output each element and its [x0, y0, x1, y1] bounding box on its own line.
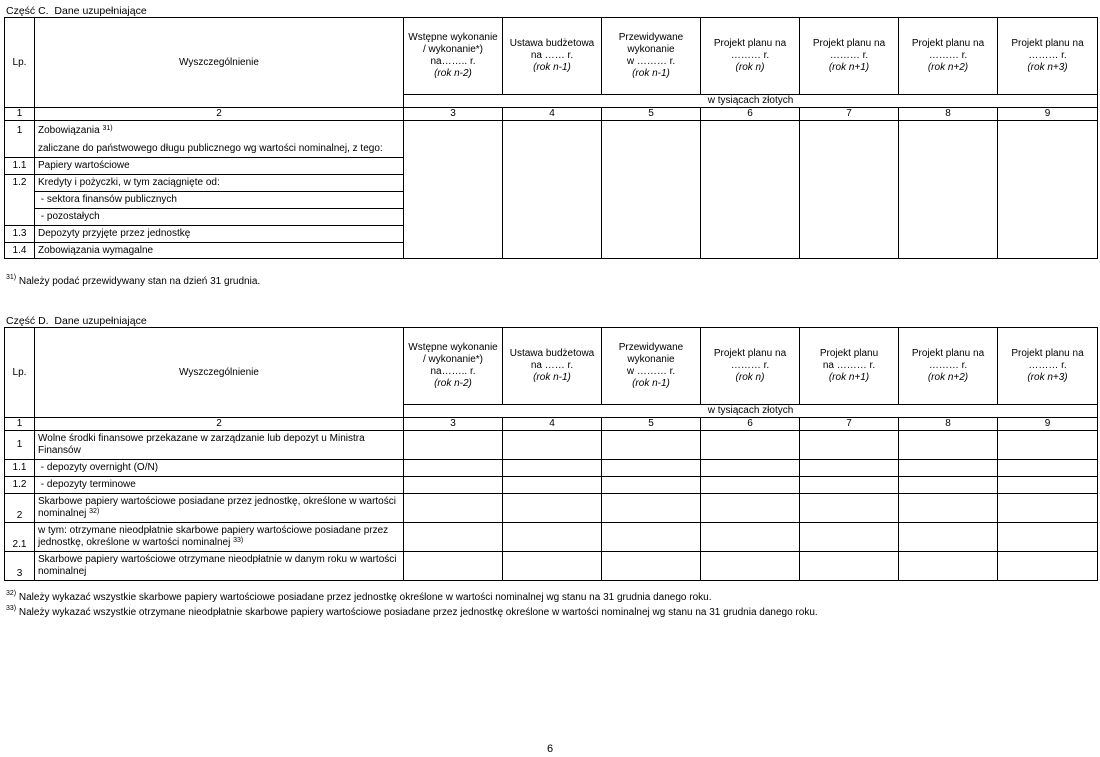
lp-header: Lp.: [5, 18, 35, 108]
row-description: - depozyty overnight (O/N): [35, 460, 404, 477]
value-cell[interactable]: [998, 121, 1098, 259]
row-description: w tym: otrzymane nieodpłatnie skarbowe papiery wartościowe posiadane przez jednostkę, określone w wartości nominalnej $^{33)}$: [35, 523, 404, 552]
value-cell[interactable]: [503, 121, 602, 259]
col-header-5: Przewidywane wykonanie w ……… r. (rok n-1): [602, 328, 701, 405]
header-row: [5, 18, 1098, 95]
column-number: 6: [701, 418, 800, 431]
col-header-4: Ustawa budżetowa na …… r. (rok n-1): [503, 328, 602, 405]
footnote-33: $^{33)}$ Należy wykazać wszystkie otrzymane nieodpłatnie skarbowe papiery wartościowe posiadane przez jednostkę określone w wartości nominalnej wg stanu na 31 grudnia danego roku.: [6, 605, 818, 618]
column-number: 4: [503, 108, 602, 121]
value-cell[interactable]: [701, 523, 800, 552]
row-lp: 2.1: [5, 523, 35, 552]
row-description: - depozyty terminowe: [35, 477, 404, 494]
row-lp: 1.2: [5, 477, 35, 494]
row-description: - pozostałych: [35, 209, 404, 226]
column-number-row: [5, 418, 1098, 431]
header-row: [5, 328, 1098, 405]
row-description: Zobowiązania wymagalne: [35, 243, 404, 259]
footnote-31: $^{31)}$ Należy podać przewidywany stan na dzień 31 grudnia.: [6, 274, 261, 287]
table-row: [5, 523, 1098, 552]
col-header-4: Ustawa budżetowa na …… r. (rok n-1): [503, 18, 602, 95]
value-cell[interactable]: [800, 552, 899, 581]
section-c-title: Część C. Dane uzupełniające: [6, 5, 147, 17]
column-number: 2: [35, 108, 404, 121]
column-number: 7: [800, 418, 899, 431]
value-cell[interactable]: [602, 552, 701, 581]
description-header: Wyszczególnienie: [35, 328, 404, 418]
value-cell[interactable]: [701, 477, 800, 494]
value-cell[interactable]: [404, 552, 503, 581]
row-lp: 1: [5, 121, 35, 141]
row-description: Kredyty i pożyczki, w tym zaciągnięte od:: [35, 175, 404, 192]
value-cell[interactable]: [899, 477, 998, 494]
value-cell[interactable]: [503, 477, 602, 494]
value-cell[interactable]: [998, 477, 1098, 494]
unit-label: w tysiącach złotych: [404, 95, 1098, 108]
value-cell[interactable]: [701, 431, 800, 460]
table-row: [5, 121, 1098, 141]
col-header-3: Wstępne wykonanie / wykonanie*) na…….. r. (rok n-2): [404, 328, 503, 405]
row-lp: 3: [5, 552, 35, 581]
unit-label: w tysiącach złotych: [404, 405, 1098, 418]
col-header-9: Projekt planu na ……… r. (rok n+3): [998, 18, 1098, 95]
value-cell[interactable]: [404, 523, 503, 552]
column-number: 8: [899, 418, 998, 431]
value-cell[interactable]: [899, 460, 998, 477]
column-number: 1: [5, 418, 35, 431]
value-cell[interactable]: [503, 431, 602, 460]
column-number: 9: [998, 418, 1098, 431]
section-d-title: Część D. Dane uzupełniające: [6, 315, 147, 327]
col-header-9: Projekt planu na ……… r. (rok n+3): [998, 328, 1098, 405]
col-header-8: Projekt planu na ……… r. (rok n+2): [899, 328, 998, 405]
value-cell[interactable]: [602, 460, 701, 477]
column-number: 5: [602, 418, 701, 431]
value-cell[interactable]: [602, 523, 701, 552]
value-cell[interactable]: [998, 552, 1098, 581]
value-cell[interactable]: [602, 431, 701, 460]
value-cell[interactable]: [899, 552, 998, 581]
table-row: [5, 477, 1098, 494]
row-lp: 1.3: [5, 226, 35, 243]
value-cell[interactable]: [503, 460, 602, 477]
column-number: 7: [800, 108, 899, 121]
table-row: [5, 552, 1098, 581]
value-cell[interactable]: [404, 477, 503, 494]
column-number: 9: [998, 108, 1098, 121]
footnote-32: $^{32)}$ Należy wykazać wszystkie skarbowe papiery wartościowe posiadane przez jednostkę określone w wartości nominalnej wg stanu na 31 grudnia danego roku.: [6, 590, 712, 603]
value-cell[interactable]: [701, 494, 800, 523]
value-cell[interactable]: [404, 431, 503, 460]
value-cell[interactable]: [899, 121, 998, 259]
row-lp: 1.1: [5, 158, 35, 175]
value-cell[interactable]: [602, 494, 701, 523]
column-number: 5: [602, 108, 701, 121]
section-c-table: [4, 17, 1098, 259]
value-cell[interactable]: [800, 431, 899, 460]
col-header-6: Projekt planu na ……… r. (rok n): [701, 328, 800, 405]
value-cell[interactable]: [503, 552, 602, 581]
table-row: [5, 460, 1098, 477]
row-lp: [5, 141, 35, 158]
page-number: 6: [546, 743, 554, 755]
column-number: 6: [701, 108, 800, 121]
value-cell[interactable]: [998, 523, 1098, 552]
value-cell[interactable]: [800, 460, 899, 477]
value-cell[interactable]: [998, 431, 1098, 460]
column-number: 3: [404, 418, 503, 431]
value-cell[interactable]: [800, 523, 899, 552]
value-cell[interactable]: [701, 552, 800, 581]
value-cell[interactable]: [503, 523, 602, 552]
col-header-6: Projekt planu na ……… r. (rok n): [701, 18, 800, 95]
row-lp: 1.2: [5, 175, 35, 192]
row-lp: 1: [5, 431, 35, 460]
col-header-5: Przewidywane wykonanie w ……… r. (rok n-1): [602, 18, 701, 95]
column-number: 2: [35, 418, 404, 431]
value-cell[interactable]: [404, 121, 503, 259]
row-description: Skarbowe papiery wartościowe posiadane przez jednostkę, określone w wartości nominalnej $^{32)}$: [35, 494, 404, 523]
value-cell[interactable]: [503, 494, 602, 523]
lp-header: Lp.: [5, 328, 35, 418]
table-row: [5, 431, 1098, 460]
row-description: Skarbowe papiery wartościowe otrzymane nieodpłatnie w danym roku w wartości nominalnej: [35, 552, 404, 581]
value-cell[interactable]: [899, 494, 998, 523]
value-cell[interactable]: [404, 494, 503, 523]
col-header-3: Wstępne wykonanie / wykonanie*) na…….. r. (rok n-2): [404, 18, 503, 95]
row-description: - sektora finansów publicznych: [35, 192, 404, 209]
value-cell[interactable]: [899, 523, 998, 552]
value-cell[interactable]: [701, 460, 800, 477]
column-number: 1: [5, 108, 35, 121]
col-header-8: Projekt planu na ……… r. (rok n+2): [899, 18, 998, 95]
value-cell[interactable]: [998, 494, 1098, 523]
description-header: Wyszczególnienie: [35, 18, 404, 108]
row-lp: 1.4: [5, 243, 35, 259]
row-description: zaliczane do państwowego długu publicznego wg wartości nominalnej, z tego:: [35, 141, 404, 158]
column-number: 3: [404, 108, 503, 121]
column-number-row: [5, 108, 1098, 121]
table-row: [5, 494, 1098, 523]
row-description: Depozyty przyjęte przez jednostkę: [35, 226, 404, 243]
row-lp: 2: [5, 494, 35, 523]
row-description: Zobowiązania $^{31)}$: [35, 121, 404, 141]
column-number: 8: [899, 108, 998, 121]
section-d-table: [4, 327, 1098, 581]
value-cell[interactable]: [602, 477, 701, 494]
value-cell[interactable]: [404, 460, 503, 477]
row-lp: [5, 192, 35, 209]
row-description: Papiery wartościowe: [35, 158, 404, 175]
column-number: 4: [503, 418, 602, 431]
value-cell[interactable]: [800, 121, 899, 259]
value-cell[interactable]: [800, 477, 899, 494]
value-cell[interactable]: [800, 494, 899, 523]
row-lp: [5, 209, 35, 226]
col-header-7: Projekt planu na ……… r. (rok n+1): [800, 328, 899, 405]
value-cell[interactable]: [602, 121, 701, 259]
value-cell[interactable]: [899, 431, 998, 460]
row-lp: 1.1: [5, 460, 35, 477]
value-cell[interactable]: [701, 121, 800, 259]
col-header-7: Projekt planu na ……… r. (rok n+1): [800, 18, 899, 95]
value-cell[interactable]: [998, 460, 1098, 477]
row-description: Wolne środki finansowe przekazane w zarządzanie lub depozyt u Ministra Finansów: [35, 431, 404, 460]
